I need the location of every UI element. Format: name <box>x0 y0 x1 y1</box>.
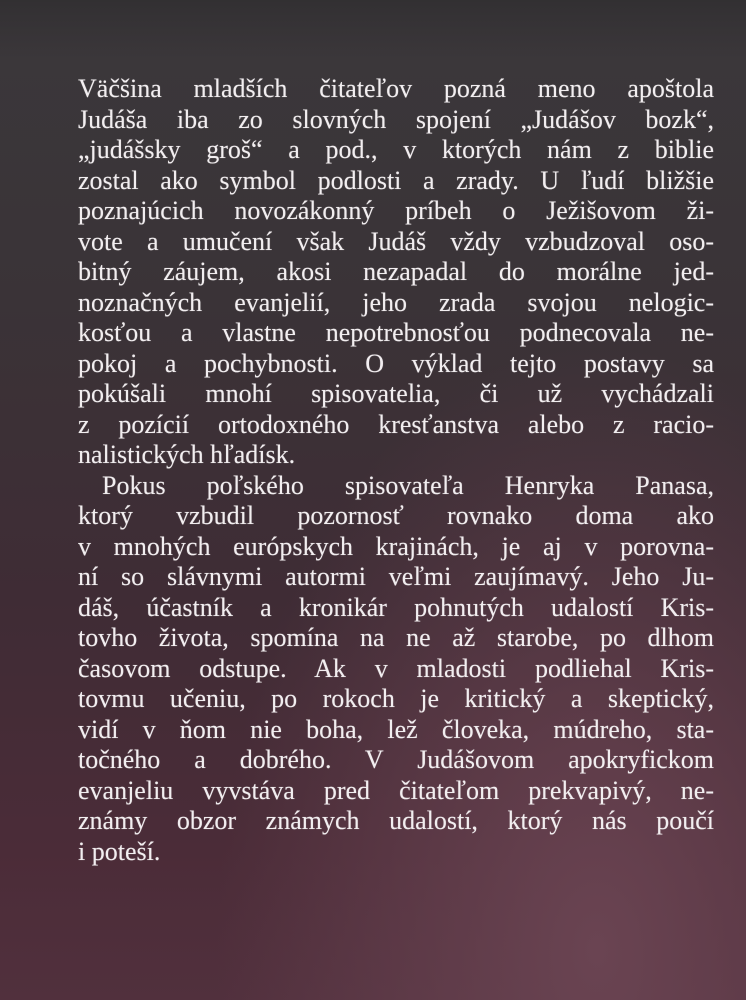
blurb-line: nalistických hľadísk. <box>78 440 296 469</box>
blurb-line: vote a umučení však Judáš vždy vzbudzoval oso- <box>78 226 714 256</box>
blurb-line: točného a dobrého. V Judášovom apokryfickom <box>78 745 714 774</box>
blurb-line: pokúšali mnohí spisovatelia, či už vychádzali <box>78 379 714 408</box>
blurb-line: Pokus poľského spisovateľa Henryka Panasa, <box>102 470 714 500</box>
blurb-line: Judáša iba zo slovných spojení „Judášov bozk“, <box>78 104 714 134</box>
blurb-line: poznajúcich novozákonný príbeh o Ježišovom ži- <box>78 196 714 225</box>
blurb-line: známy obzor známych udalostí, ktorý nás poučí <box>78 806 714 835</box>
blurb-line: zostal ako symbol podlosti a zrady. U ľudí bližšie <box>78 165 714 195</box>
blurb-line: vidí v ňom nie boha, lež človeka, múdreho, sta- <box>78 714 714 744</box>
blurb-line: ní so slávnymi autormi veľmi zaujímavý. Jeho Ju- <box>78 562 714 591</box>
blurb-line: z pozícií ortodoxného kresťanstva alebo z racio- <box>78 409 714 439</box>
blurb-line: v mnohých európskych krajinách, je aj v porovna- <box>78 531 714 561</box>
blurb-line: pokoj a pochybnosti. O výklad tejto postavy sa <box>78 348 714 378</box>
blurb-line: evanjeliu vyvstáva pred čitateľom prekvapivý, ne- <box>78 775 714 805</box>
cover-shading <box>0 0 746 60</box>
blurb-line: tovmu učeniu, po rokoch je kritický a skeptický, <box>78 684 714 713</box>
blurb-line: bitný záujem, akosi nezapadal do morálne jed- <box>78 257 714 286</box>
blurb-line: ktorý vzbudil pozornosť rovnako doma ako <box>78 501 714 530</box>
blurb-line: „judášsky groš“ a pod., v ktorých nám z biblie <box>78 135 714 164</box>
blurb-line: kosťou a vlastne nepotrebnosťou podnecovala ne- <box>78 318 714 347</box>
blurb-line: Väčšina mladších čitateľov pozná meno apoštola <box>78 74 714 103</box>
blurb-line: dáš, účastník a kronikár pohnutých udalostí Kris- <box>78 592 714 622</box>
blurb-line: i poteší. <box>78 836 161 866</box>
blurb-line: noznačných evanjelií, jeho zrada svojou nelogic- <box>78 287 714 317</box>
blurb-line: časovom odstupe. Ak v mladosti podliehal Kris- <box>78 653 714 683</box>
blurb-line: tovho života, spomína na ne až starobe, po dlhom <box>78 623 714 652</box>
blurb-text <box>78 74 714 867</box>
